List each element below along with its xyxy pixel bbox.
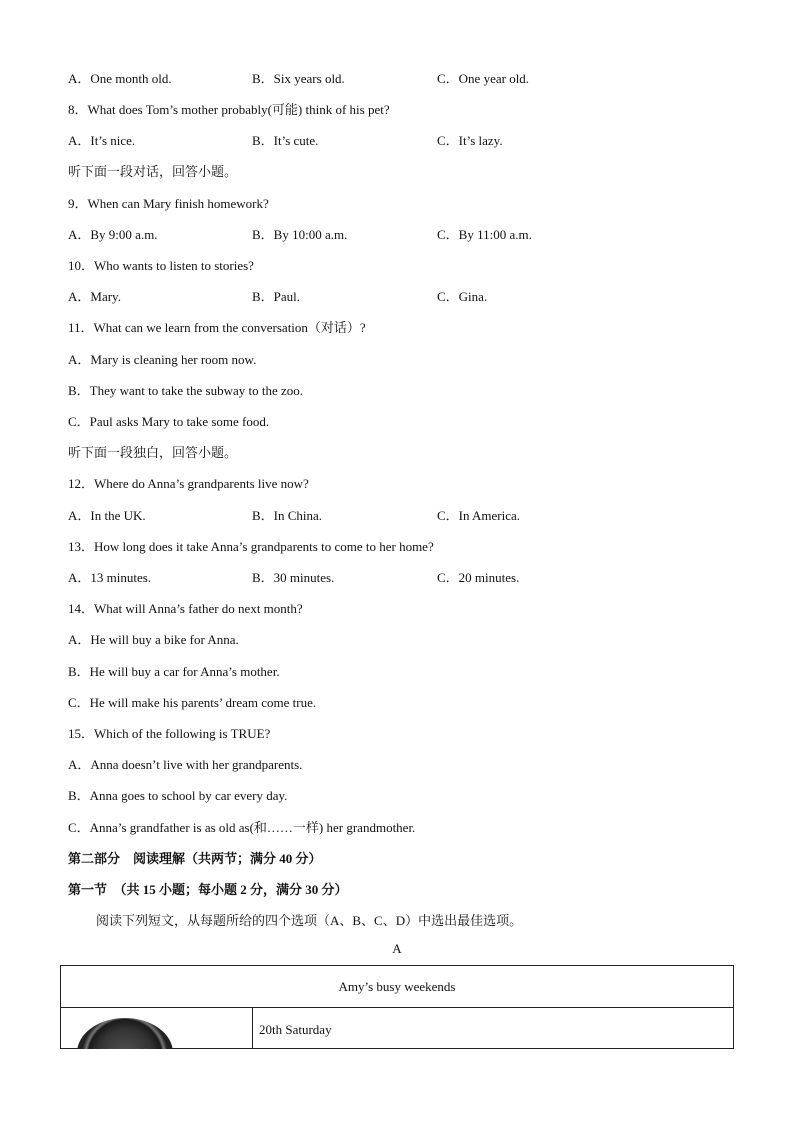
- table-title: Amy’s busy weekends: [61, 966, 733, 1008]
- q12-option-b: B．In China.: [252, 508, 323, 523]
- q13-option-b: B．30 minutes.: [252, 570, 335, 585]
- reading-instruction: 阅读下列短文，从每题所给的四个选项（A、B、C、D）中选出最佳选项。: [96, 913, 523, 928]
- q10-option-a: A．Mary.: [68, 289, 121, 304]
- q12-option-c: C．In America.: [437, 508, 521, 523]
- q13-option-c: C．20 minutes.: [437, 570, 520, 585]
- q9-option-b: B．By 10:00 a.m.: [252, 227, 348, 242]
- q7-option-a: A．One month old.: [68, 71, 172, 86]
- passage-letter: A: [392, 941, 402, 956]
- q11-question: 11．What can we learn from the conversation（对话）?: [68, 320, 366, 335]
- q13-question: 13．How long does it take Anna’s grandparents to come to her home?: [68, 539, 434, 554]
- q9-option-a: A．By 9:00 a.m.: [68, 227, 158, 242]
- table-photo-cell: [61, 1008, 253, 1049]
- q15-option-b: B．Anna goes to school by car every day.: [68, 788, 288, 803]
- table-date-cell: 20th Saturday: [259, 1022, 332, 1037]
- section1-heading: 第一节 （共 15 小题；每小题 2 分，满分 30 分）: [68, 882, 348, 897]
- schedule-table: [60, 965, 734, 1049]
- part2-heading: 第二部分 阅读理解（共两节；满分 40 分）: [68, 851, 322, 866]
- q11-option-b: B．They want to take the subway to the zoo.: [68, 383, 304, 398]
- q13-option-a: A．13 minutes.: [68, 570, 152, 585]
- q8-question: 8．What does Tom’s mother probably(可能) think of his pet?: [68, 102, 390, 117]
- q15-option-a: A．Anna doesn’t live with her grandparents.: [68, 757, 303, 772]
- q14-question: 14．What will Anna’s father do next month?: [68, 601, 303, 616]
- q14-option-b: B．He will buy a car for Anna’s mother.: [68, 664, 280, 679]
- q10-option-c: C．Gina.: [437, 289, 488, 304]
- q8-option-a: A．It’s nice.: [68, 133, 136, 148]
- q10-question: 10．Who wants to listen to stories?: [68, 258, 254, 273]
- q7-option-c: C．One year old.: [437, 71, 530, 86]
- q14-option-a: A．He will buy a bike for Anna.: [68, 632, 239, 647]
- q7-option-b: B．Six years old.: [252, 71, 345, 86]
- q14-option-c: C．He will make his parents’ dream come true.: [68, 695, 317, 710]
- q12-question: 12．Where do Anna’s grandparents live now?: [68, 476, 309, 491]
- instruction-dialogue: 听下面一段对话，回答小题。: [68, 164, 238, 179]
- q11-option-a: A．Mary is cleaning her room now.: [68, 352, 257, 367]
- q8-option-c: C．It’s lazy.: [437, 133, 503, 148]
- q12-option-a: A．In the UK.: [68, 508, 146, 523]
- q8-option-b: B．It’s cute.: [252, 133, 319, 148]
- q11-option-c: C．Paul asks Mary to take some food.: [68, 414, 270, 429]
- q9-question: 9．When can Mary finish homework?: [68, 196, 269, 211]
- q9-option-c: C．By 11:00 a.m.: [437, 227, 532, 242]
- q15-option-c: C．Anna’s grandfather is as old as(和……一样) her grandmother.: [68, 820, 416, 835]
- instruction-monologue: 听下面一段独白，回答小题。: [68, 445, 238, 460]
- q15-question: 15．Which of the following is TRUE?: [68, 726, 271, 741]
- q10-option-b: B．Paul.: [252, 289, 301, 304]
- photo-image: [77, 1018, 173, 1049]
